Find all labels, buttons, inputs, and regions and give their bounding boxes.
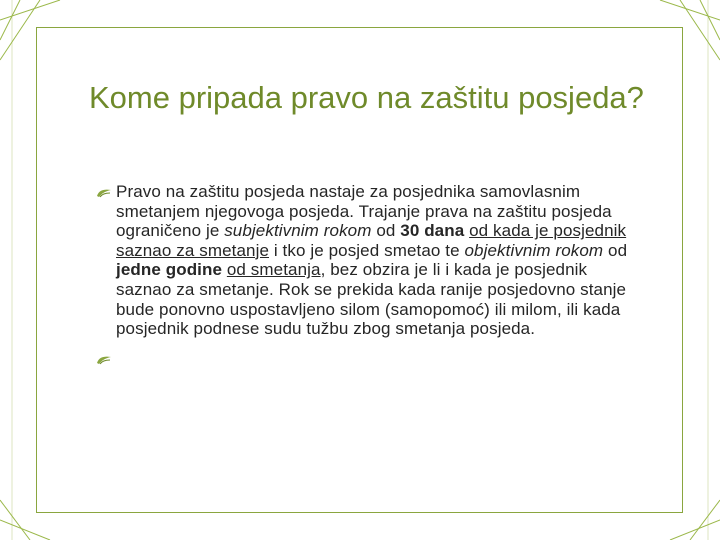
slide-content	[96, 182, 636, 365]
slide-title: Kome pripada pravo na zaštitu posjeda?	[89, 80, 644, 115]
corner-line	[0, 500, 30, 540]
bullet-item	[96, 182, 636, 339]
corner-line	[0, 0, 60, 20]
corner-line	[690, 500, 720, 540]
text-segment: , bez obzira je li i kada je posjednik saznao za smetanje. Rok se prekida kada ranije posjedovno stanje bude ponovno uspostavljeno silom (samopomoć) ili milom, ili kada posjednik podnese sudu tužbu zbog smetanja posjeda.	[116, 260, 627, 339]
corner-line	[0, 0, 20, 40]
corner-line	[0, 0, 40, 60]
bullet-item-empty	[96, 349, 636, 365]
text-segment: 30 dana	[400, 221, 465, 241]
corner-line	[0, 520, 50, 540]
text-segment: od	[371, 221, 401, 241]
text-segment: i tko je posjed smetao te	[269, 240, 465, 260]
leaf-bullet-icon	[96, 349, 116, 365]
corner-line	[670, 520, 720, 540]
bullet-text	[116, 182, 636, 339]
text-segment: Pravo na zaštitu posjeda nastaje za posjednika samovlasnim smetanjem njegovoga posjeda. Trajanje prava na zaštitu posjeda ograničeno je	[116, 182, 612, 241]
corner-line	[700, 0, 720, 40]
corner-line	[680, 0, 720, 60]
leaf-bullet-icon	[96, 182, 116, 198]
text-segment: subjektivnim rokom	[224, 221, 372, 241]
text-segment: od smetanja	[226, 260, 321, 280]
text-segment: objektivnim rokom	[464, 240, 604, 260]
text-segment: od	[603, 240, 628, 260]
text-segment: od kada je posjednik saznao za smetanje	[116, 221, 627, 260]
text-segment: jedne godine	[116, 260, 223, 280]
corner-line	[660, 0, 720, 20]
